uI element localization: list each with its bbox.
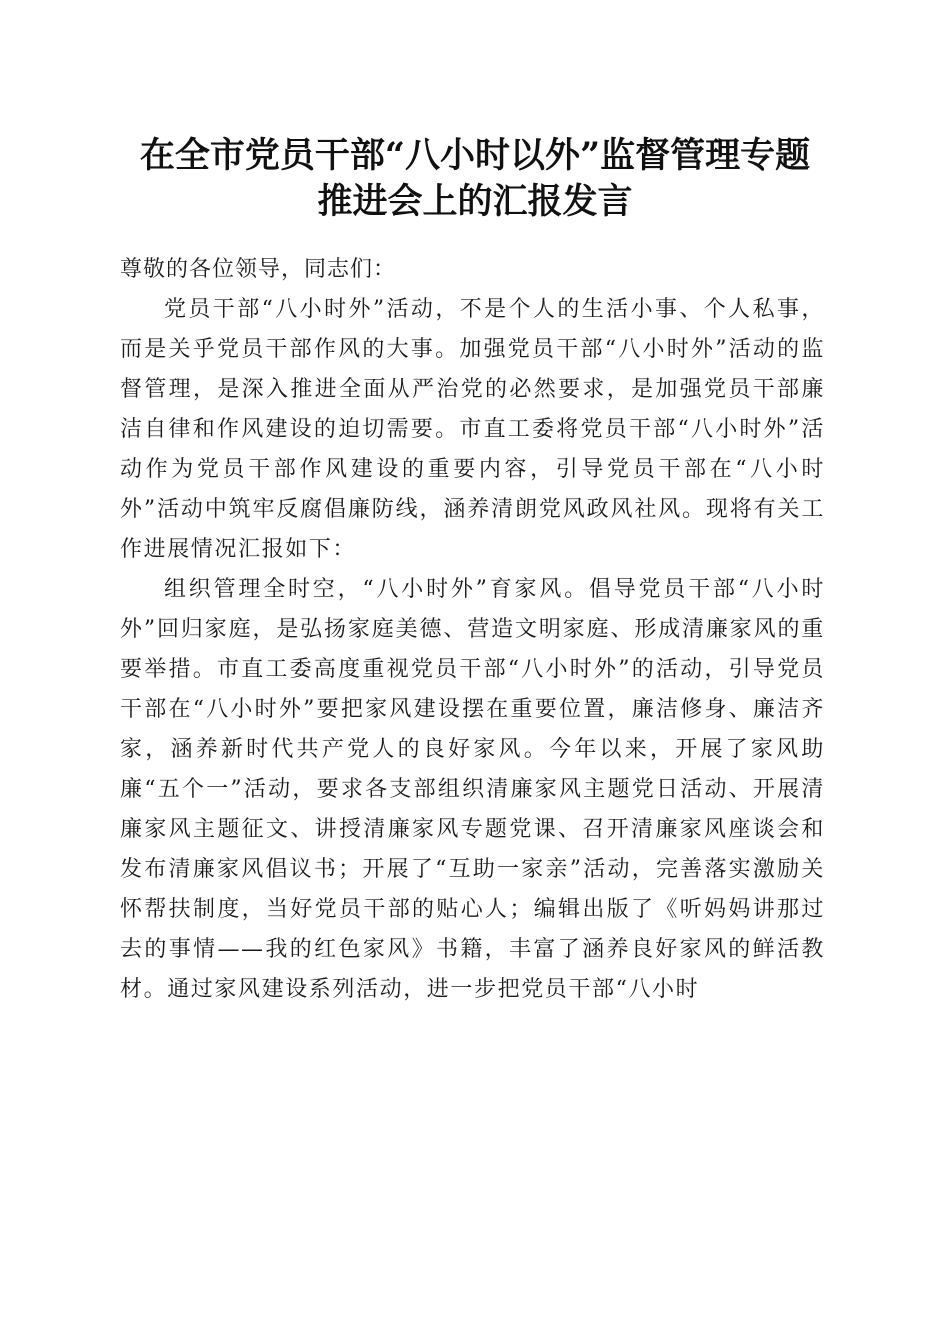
salutation: 尊敬的各位领导，同志们：	[120, 257, 397, 282]
title-line-2: 推进会上的汇报发言	[317, 181, 633, 222]
title-line-1: 在全市党员干部“八小时以外”监督管理专题	[139, 135, 811, 176]
paragraph-intro: 党员干部“八小时外”活动，不是个人的生活小事、个人私事，而是关乎党员干部作风的大事。加强党员干部“八小时外”活动的监督管理，是深入推进全面从严治党的必然要求，是加强党员干部廉洁自律和作风建设的迫切需要。市直工委将党员干部“八小时外”活动作为党员干部作风建设的重要内容，引导党员干部在“八小时外”活动中筑牢反腐倡廉防线，涵养清朗党风政风社风。现将有关工作进展情况汇报如下：	[120, 297, 825, 562]
paragraph-family-style: 组织管理全时空，“八小时外”育家风。倡导党员干部“八小时外”回归家庭，是弘扬家庭美德、营造文明家庭、形成清廉家风的重要举措。市直工委高度重视党员干部“八小时外”的活动，引导党员干部在“八小时外”要把家风建设摆在重要位置，廉洁修身、廉洁齐家，涵养新时代共产党人的良好家风。今年以来，开展了家风助廉“五个一”活动，要求各支部组织清廉家风主题党日活动、开展清廉家风主题征文、讲授清廉家风专题党课、召开清廉家风座谈会和发布清廉家风倡议书；开展了“互助一家亲”活动，完善落实激励关怀帮扶制度，当好党员干部的贴心人；编辑出版了《听妈妈讲那过去的事情——我的红色家风》书籍，丰富了涵养良好家风的鲜活教材。通过家风建设系列活动，进一步把党员干部“八小时	[120, 577, 825, 1002]
document-title	[100, 133, 850, 225]
document-body	[120, 250, 825, 1010]
